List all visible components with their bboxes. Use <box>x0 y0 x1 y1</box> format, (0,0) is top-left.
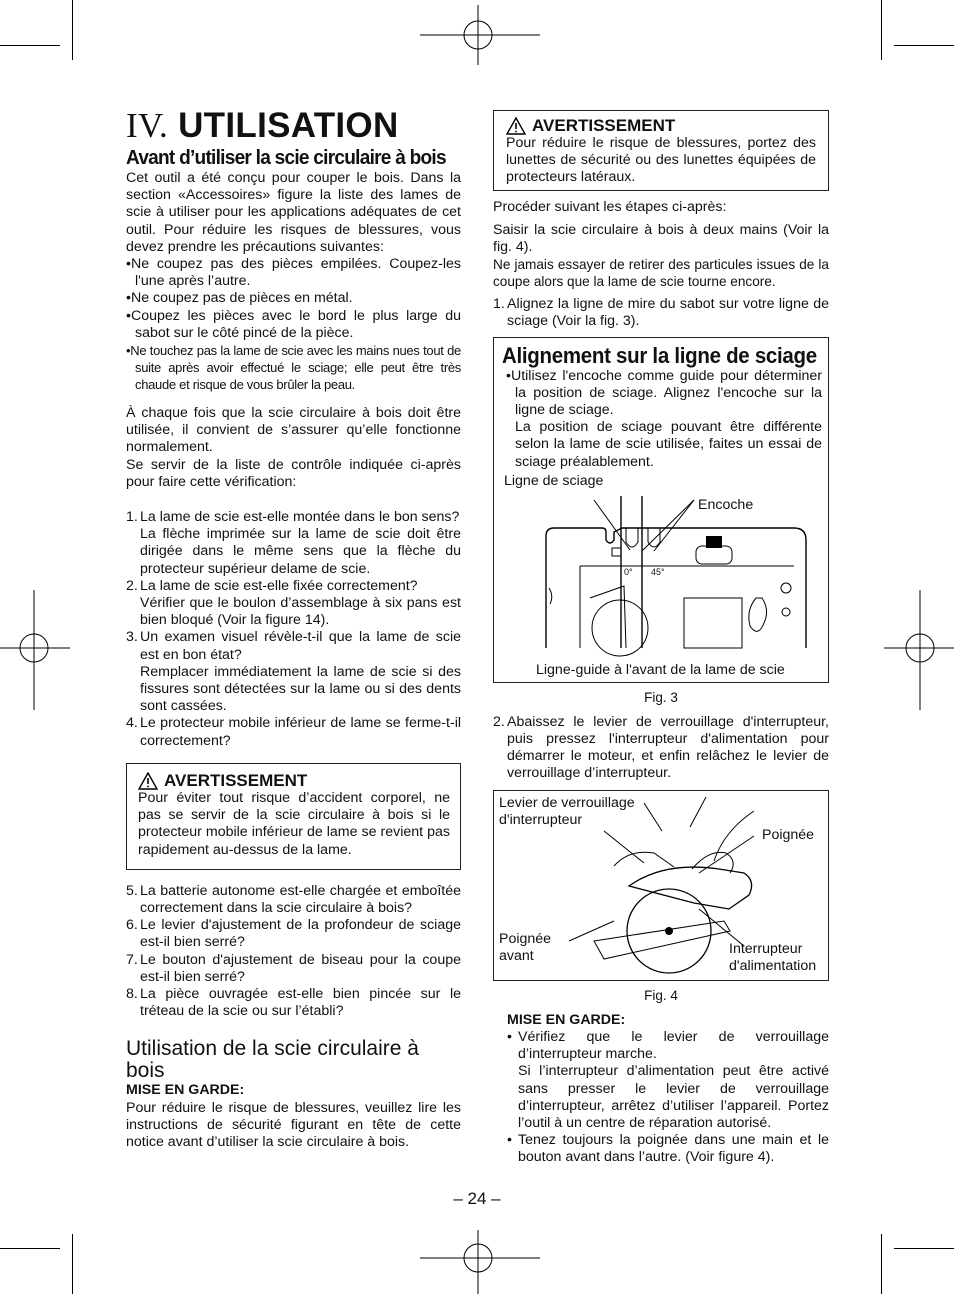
warning-text: Pour réduire le risque de blessures, portez des lunettes de sécurité ou des lunettes équipées de protecteurs latéraux. <box>506 135 816 186</box>
paragraph: Se servir de la liste de contrôle indiquée ci-après pour faire cette vérification: <box>126 456 461 490</box>
caution-block <box>493 1012 829 1167</box>
figure-caption: Fig. 3 <box>644 689 678 705</box>
figure-caption: Fig. 4 <box>644 987 678 1003</box>
checklist-item: 2. La lame de scie est-elle fixée correctement? Vérifier que le boulon d’assemblage à six pans est bien bloqué (Voir la figure 14). <box>126 577 461 629</box>
paragraph: Ne jamais essayer de retirer des particules issues de la coupe alors que la lame de scie tourne encore. <box>493 257 829 290</box>
checklist-item: 8. La pièce ouvragée est-elle bien pincée sur le tréteau de la scie ou sur l’établi? <box>126 985 461 1020</box>
paragraph: Procéder suivant les étapes ci-après: <box>493 198 727 215</box>
page-number: – 24 – <box>453 1189 501 1208</box>
alignment-text <box>506 368 822 471</box>
step-item: 2. Abaissez le levier de verrouillage d'interrupteur, puis pressez l'interrupteur d'alimentation pour démarrer le moteur, et enfin relâchez le levier de verrouillage d’interrupteur. <box>493 713 829 782</box>
registration-mark-bottom <box>420 1230 540 1294</box>
checklist-item: 3. Un examen visuel révèle-t-il que la lame de scie est en bon état? Remplacer immédiatement la lame de scie si des fissures sont détectées sur la lame ou si des dents sont cassées. <box>126 629 461 715</box>
label-interrupteur: Interrupteur d'alimentation <box>729 940 817 974</box>
page-title: IV. UTILISATION <box>126 106 399 145</box>
caution-text: Pour réduire le risque de blessures, veuillez lire les instructions de sécurité figurant en tête de cette notice avant d’utiliser la scie circulaire à bois. <box>126 1099 461 1150</box>
section-heading-usage: Utilisation de la scie circulaire à bois <box>126 1037 419 1083</box>
caution-label: MISE EN GARDE: <box>507 1011 626 1028</box>
bullet-item: •Coupez les pièces avec le bord le plus large du sabot sur le côté pincé de la pièce. <box>126 307 461 341</box>
warning-text: Pour éviter tout risque d’accident corporel, ne pas se servir de la scie circulaire à bois si le protecteur mobile inférieur de lame se revient pas rapidement au-dessus de la lame. <box>138 789 450 858</box>
left-column <box>126 170 461 1151</box>
registration-mark-right <box>884 590 954 710</box>
alignment-heading: Alignement sur la ligne de sciage <box>502 342 817 368</box>
bullet-item: •Ne touchez pas la lame de scie avec les mains nues tout de suite après avoir effectué le sciage; elle peut être très chaude et risque de vous brûler la peau. <box>126 343 461 393</box>
label-poignee-avant: Poignée avant <box>499 930 552 964</box>
checklist-item: 1. La lame de scie est-elle montée dans le bon sens? La flèche imprimée sur la lame de scie doit être dirigée dans le même sens que la flèche du protecteur supérieur delame de scie. <box>126 509 461 577</box>
label-encoche: Encoche <box>698 496 754 513</box>
paragraph: Saisir la scie circulaire à bois à deux mains (Voir la fig. 4). <box>493 221 829 256</box>
circular-saw-drawing <box>494 791 828 980</box>
label-ligne-guide: Ligne-guide à l'avant de la lame de scie <box>536 661 785 678</box>
label-0-degrees: 0° <box>624 566 633 577</box>
checklist <box>126 509 461 750</box>
caution-bullet: • Tenez toujours la poignée dans une main et le bouton avant dans l’autre. (Voir figure 4). <box>507 1132 829 1166</box>
label-45-degrees: 45° <box>651 566 665 577</box>
registration-mark-left <box>0 590 70 710</box>
label-levier: Levier de verrouillage d'interrupteur <box>499 794 635 828</box>
intro-paragraph: Cet outil a été conçu pour couper le bois. Dans la section «Accessoires» figure la liste des lames de scie à utiliser pour les applications adéquates de cet outil. Pour réduire les risques de blessures, vous devez prendre les précautions suivantes: <box>126 170 461 255</box>
warning-icon <box>506 117 526 135</box>
right-column <box>493 110 829 1167</box>
checklist-item: 4. Le protecteur mobile inférieur de lame se ferme-t-il correctement? <box>126 715 461 749</box>
paragraph: À chaque fois que la scie circulaire à bois doit être utilisée, il convient de s’assurer qu’elle fonctionne normalement. <box>126 405 461 456</box>
alignment-bullet-continued: La position de sciage pouvant être différente selon la lame de scie utilisée, faites un essai de sciage préalablement. <box>515 419 822 470</box>
caution-bullet: • Vérifiez que le levier de verrouillage d’interrupteur marche. Si l’interrupteur d’alimentation peut être activé sans presser le levier de verrouillage d’interrupteur, arrêtez d’utiliser l’appareil. Portez l’outil à un centre de réparation autorisé. <box>507 1029 829 1132</box>
label-ligne-de-sciage: Ligne de sciage <box>504 472 604 489</box>
checklist-continued <box>126 883 461 1021</box>
warning-heading: AVERTISSEMENT <box>506 117 816 135</box>
registration-mark-top <box>420 5 540 65</box>
warning-icon <box>138 772 158 790</box>
checklist-item: 7. Le bouton d'ajustement de biseau pour la coupe est-il bien serré? <box>126 951 461 985</box>
figure-4 <box>493 790 829 981</box>
bullet-item: •Ne coupez pas des pièces empilées. Coupez-les l'une après l’autre. <box>126 256 461 290</box>
warning-box <box>493 110 829 191</box>
alignment-box <box>493 337 829 683</box>
bullet-item: •Ne coupez pas de pièces en métal. <box>126 290 353 307</box>
alignment-bullet: •Utilisez l'encoche comme guide pour déterminer la position de sciage. Alignez l'encoche sur la ligne de sciage. <box>506 367 822 419</box>
label-poignee: Poignée <box>762 826 815 843</box>
section-heading-before-use: Avant d’utiliser la scie circulaire à bois <box>126 146 446 169</box>
warning-heading: AVERTISSEMENT <box>138 772 450 790</box>
step-item: 1. Alignez la ligne de mire du sabot sur votre ligne de sciage (Voir la fig. 3). <box>493 296 829 330</box>
warning-box <box>126 763 461 870</box>
checklist-item: 5. La batterie autonome est-elle chargée et emboîtée correctement dans la scie circulaire à bois? <box>126 882 461 916</box>
checklist-item: 6. Le levier d'ajustement de la profondeur de sciage est-il bien serré? <box>126 917 461 951</box>
caution-label: MISE EN GARDE: <box>126 1082 245 1099</box>
